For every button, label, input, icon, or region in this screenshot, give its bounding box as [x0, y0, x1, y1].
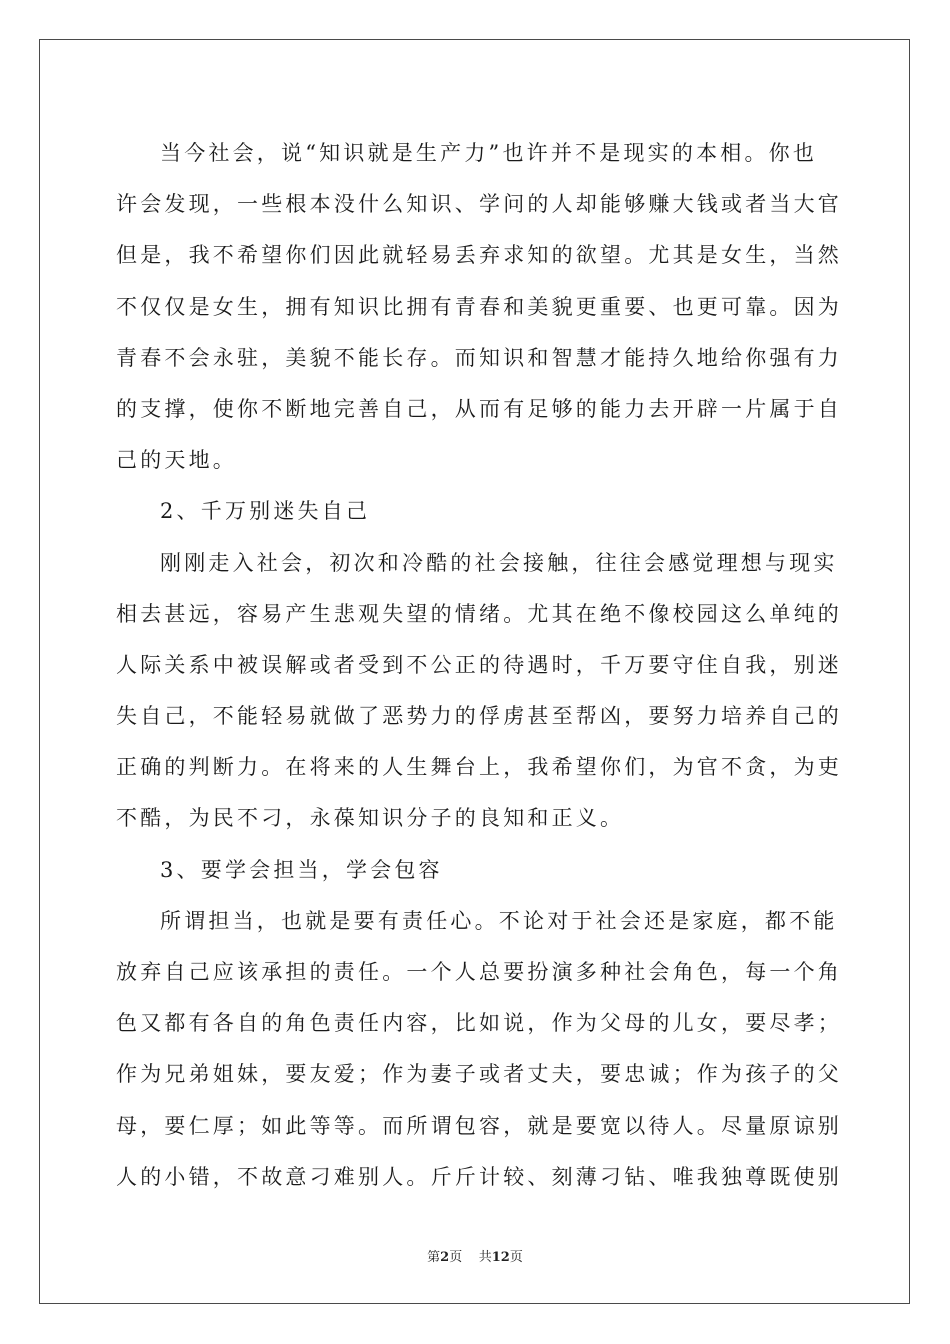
- page-number: 2: [440, 1250, 450, 1265]
- total-prefix: 共: [478, 1250, 492, 1265]
- paragraph-line: 作为兄弟姐妹，要友爱；作为妻子或者丈夫，要忠诚；作为孩子的父: [116, 1062, 842, 1087]
- page-footer: [0, 1246, 950, 1265]
- paragraph-line: 正确的判断力。在将来的人生舞台上，我希望你们，为官不贪，为吏: [116, 755, 842, 780]
- paragraph-line: 刚刚走入社会，初次和冷酷的社会接触，往往会感觉理想与现实: [160, 550, 838, 575]
- paragraph-line: 所谓担当，也就是要有责任心。不论对于社会还是家庭，都不能: [160, 908, 838, 933]
- total-suffix: 页: [509, 1250, 523, 1265]
- total-pages: 12: [491, 1250, 510, 1265]
- paragraph-line: 不酷，为民不刁，永葆知识分子的良知和正义。: [116, 806, 625, 831]
- paragraph-line: 的支撑，使你不断地完善自己，从而有足够的能力去开辟一片属于自: [116, 396, 842, 421]
- paragraph-line: 人的小错，不故意刁难别人。斤斤计较、刻薄刁钻、唯我独尊既使别: [116, 1164, 842, 1189]
- paragraph-line: 当今社会，说“知识就是生产力”也许并不是现实的本相。你也: [160, 141, 818, 165]
- paragraph-line: 母，要仁厚；如此等等。而所谓包容，就是要宽以待人。尽量原谅别: [116, 1113, 842, 1138]
- paragraph-line: 人际关系中被误解或者受到不公正的待遇时，千万要守住自我，别迷: [116, 652, 842, 677]
- document-body: [116, 128, 842, 1203]
- paragraph-line: 许会发现，一些根本没什么知识、学问的人却能够赚大钱或者当大官: [116, 192, 842, 217]
- paragraph-line: 相去甚远，容易产生悲观失望的情绪。尤其在绝不像校园这么单纯的: [116, 601, 842, 626]
- paragraph-line: 色又都有各自的角色责任内容，比如说，作为父母的儿女，要尽孝；: [116, 1011, 842, 1036]
- page-prefix: 第: [427, 1250, 441, 1265]
- section-heading: 3、要学会担当，学会包容: [160, 857, 443, 882]
- paragraph-line: 己的天地。: [116, 448, 237, 473]
- paragraph-line: 青春不会永驻，美貌不能长存。而知识和智慧才能持久地给你强有力: [116, 345, 842, 370]
- section-heading: 2、千万别迷失自己: [160, 499, 371, 524]
- paragraph-line: 放弃自己应该承担的责任。一个人总要扮演多种社会角色，每一个角: [116, 960, 842, 984]
- paragraph-line: 但是，我不希望你们因此就轻易丢弃求知的欲望。尤其是女生，当然: [116, 243, 842, 268]
- paragraph-line: 不仅仅是女生，拥有知识比拥有青春和美貌更重要、也更可靠。因为: [116, 294, 842, 319]
- page-suffix: 页: [449, 1250, 463, 1265]
- paragraph-line: 失自己，不能轻易就做了恶势力的俘虏甚至帮凶，要努力培养自己的: [116, 704, 842, 729]
